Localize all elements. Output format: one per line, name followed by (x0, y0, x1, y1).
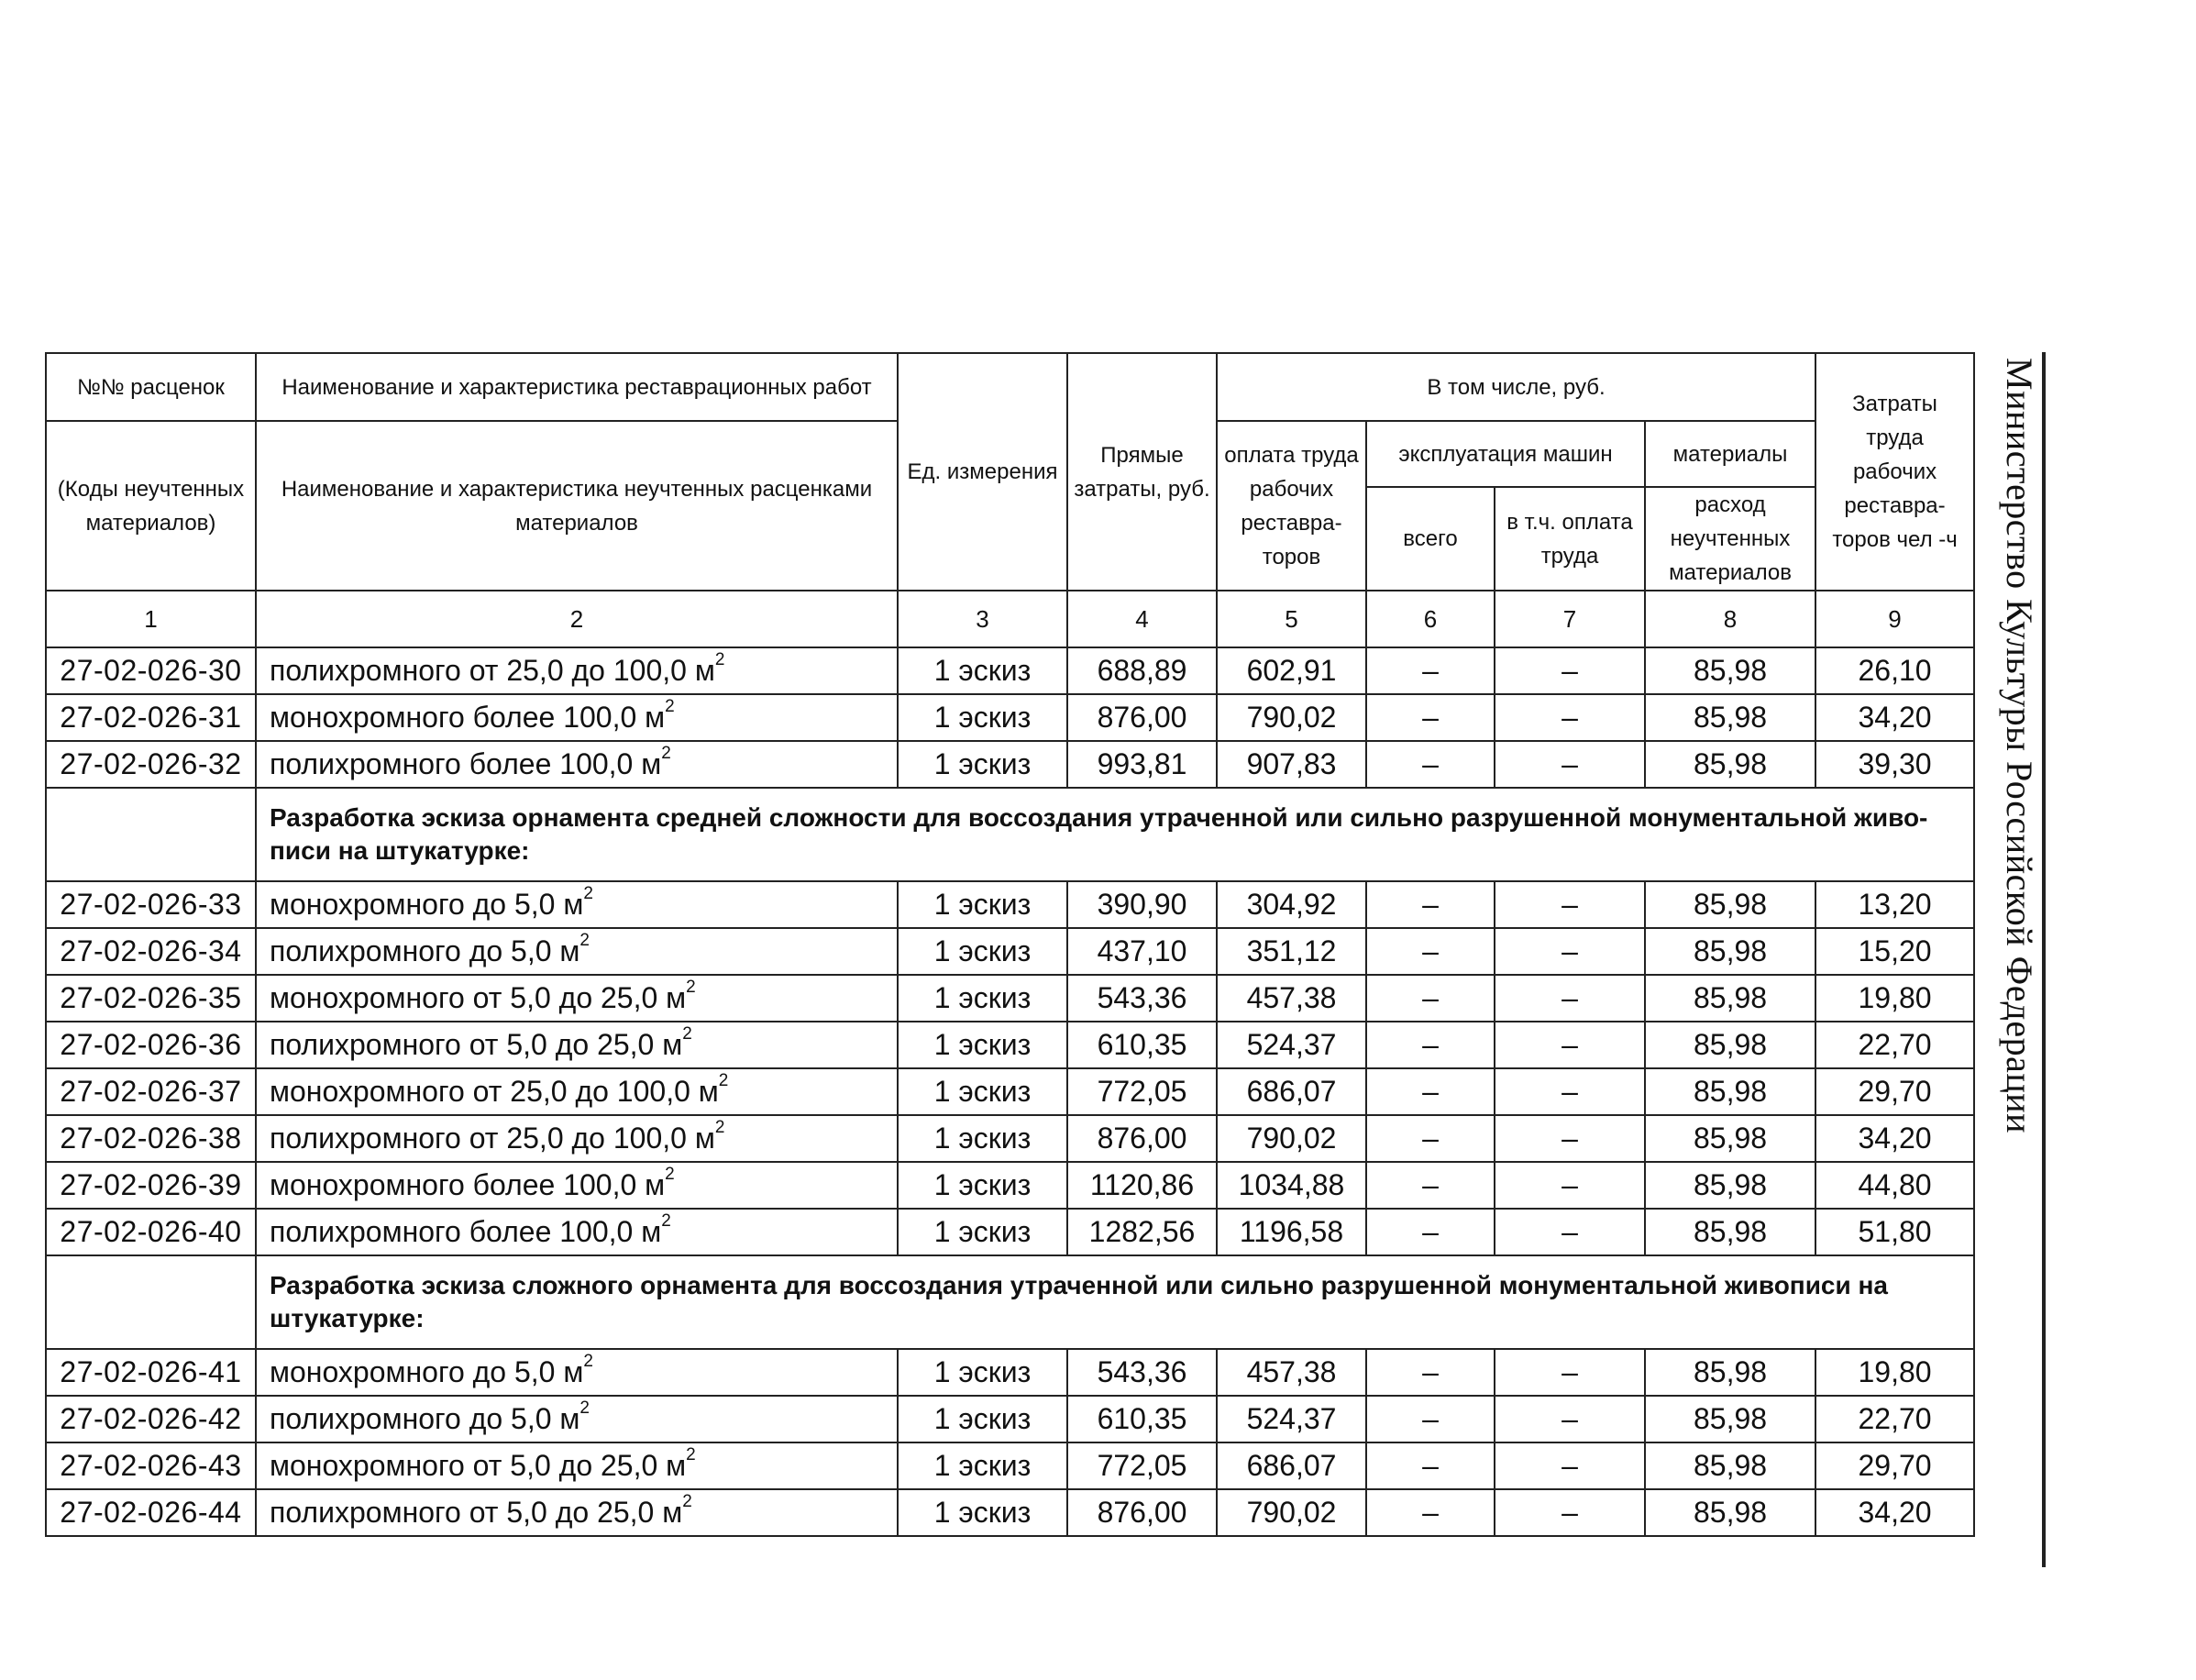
materials-cost: 85,98 (1645, 1115, 1815, 1162)
ministry-side-text: Министерство Культуры Российской Федерации (1999, 358, 2040, 1134)
machines-total: – (1366, 1209, 1495, 1255)
column-number: 5 (1217, 591, 1366, 647)
rate-code: 27-02-026-38 (46, 1115, 256, 1162)
square-superscript: 2 (661, 744, 671, 763)
labor-hours: 34,20 (1815, 1115, 1974, 1162)
labor-hours: 34,20 (1815, 1489, 1974, 1536)
square-superscript: 2 (583, 1352, 593, 1371)
machines-labor: – (1495, 881, 1645, 928)
direct-costs: 876,00 (1067, 1115, 1217, 1162)
table-row (46, 928, 1974, 975)
rate-code: 27-02-026-35 (46, 975, 256, 1022)
table-row (46, 1209, 1974, 1255)
direct-costs: 876,00 (1067, 1489, 1217, 1536)
unit: 1 эскиз (898, 694, 1067, 741)
work-name: монохромного до 5,0 $м^2$ (256, 1349, 898, 1396)
machines-total: – (1366, 1396, 1495, 1442)
square-superscript: 2 (682, 1024, 692, 1044)
section-empty-code (46, 788, 256, 881)
labor-hours: 29,70 (1815, 1068, 1974, 1115)
column-number: 8 (1645, 591, 1815, 647)
rates-table (45, 352, 1975, 1537)
machines-total: – (1366, 928, 1495, 975)
materials-cost: 85,98 (1645, 1022, 1815, 1068)
labor-pay: 907,83 (1217, 741, 1366, 788)
rate-code: 27-02-026-33 (46, 881, 256, 928)
square-superscript: 2 (583, 884, 593, 903)
table-body-group-c (46, 1349, 1974, 1536)
section-b (46, 788, 1974, 881)
work-name: полихромного до 5,0 $м^2$ (256, 1396, 898, 1442)
machines-total: – (1366, 1068, 1495, 1115)
column-number: 7 (1495, 591, 1645, 647)
work-name: полихромного от 25,0 до 100,0 $м^2$ (256, 1115, 898, 1162)
machines-total: – (1366, 975, 1495, 1022)
header-machines-group: эксплуатация машин (1366, 421, 1645, 487)
table-row (46, 1489, 1974, 1536)
work-name: монохромного от 25,0 до 100,0 $м^2$ (256, 1068, 898, 1115)
column-number: 9 (1815, 591, 1974, 647)
work-name: монохромного от 5,0 до 25,0 $м^2$ (256, 975, 898, 1022)
rate-code: 27-02-026-30 (46, 647, 256, 694)
materials-cost: 85,98 (1645, 975, 1815, 1022)
labor-pay: 790,02 (1217, 1115, 1366, 1162)
labor-hours: 44,80 (1815, 1162, 1974, 1209)
column-number: 2 (256, 591, 898, 647)
machines-labor: – (1495, 694, 1645, 741)
section-heading-row (46, 788, 1974, 881)
rate-code: 27-02-026-40 (46, 1209, 256, 1255)
square-superscript: 2 (579, 931, 590, 950)
rate-code: 27-02-026-43 (46, 1442, 256, 1489)
labor-pay: 457,38 (1217, 1349, 1366, 1396)
square-superscript: 2 (718, 1071, 729, 1090)
header-direct-costs: Прямые затраты, руб. (1067, 353, 1217, 591)
rates-table-page (45, 352, 1973, 1537)
unit: 1 эскиз (898, 1162, 1067, 1209)
table-row (46, 1115, 1974, 1162)
header-including-group: В том числе, руб. (1217, 353, 1815, 421)
unit: 1 эскиз (898, 1022, 1067, 1068)
labor-hours: 19,80 (1815, 1349, 1974, 1396)
unit: 1 эскиз (898, 1442, 1067, 1489)
section-title: Разработка эскиза сложного орнамента для воссоздания утраченной или сильно разрушенной монументальной живописи на штукатурке: (256, 1255, 1974, 1349)
direct-costs: 610,35 (1067, 1396, 1217, 1442)
square-superscript: 2 (686, 1445, 696, 1464)
rate-code: 27-02-026-41 (46, 1349, 256, 1396)
work-name: монохромного более 100,0 $м^2$ (256, 1162, 898, 1209)
header-materials-group: материалы (1645, 421, 1815, 487)
rate-code: 27-02-026-36 (46, 1022, 256, 1068)
square-superscript: 2 (714, 1118, 725, 1137)
labor-pay: 602,91 (1217, 647, 1366, 694)
header-unit: Ед. измерения (898, 353, 1067, 591)
unit: 1 эскиз (898, 1115, 1067, 1162)
header-labor-hours: Затраты труда рабочих реставраторов чел -ч (1815, 353, 1974, 591)
table-row (46, 1349, 1974, 1396)
table-row (46, 1162, 1974, 1209)
work-name: полихромного от 5,0 до 25,0 $м^2$ (256, 1489, 898, 1536)
work-name: монохромного от 5,0 до 25,0 $м^2$ (256, 1442, 898, 1489)
table-row (46, 741, 1974, 788)
materials-cost: 85,98 (1645, 1396, 1815, 1442)
materials-cost: 85,98 (1645, 694, 1815, 741)
square-superscript: 2 (579, 1398, 590, 1418)
work-name: полихромного до 5,0 $м^2$ (256, 928, 898, 975)
unit: 1 эскиз (898, 1209, 1067, 1255)
labor-pay: 1196,58 (1217, 1209, 1366, 1255)
machines-labor: – (1495, 975, 1645, 1022)
direct-costs: 390,90 (1067, 881, 1217, 928)
work-name: полихромного более 100,0 $м^2$ (256, 1209, 898, 1255)
machines-labor: – (1495, 647, 1645, 694)
labor-hours: 13,20 (1815, 881, 1974, 928)
machines-total: – (1366, 741, 1495, 788)
square-superscript: 2 (665, 697, 675, 716)
square-superscript: 2 (665, 1165, 675, 1184)
machines-labor: – (1495, 741, 1645, 788)
side-margin (1991, 352, 2046, 1567)
square-superscript: 2 (686, 978, 696, 997)
square-superscript: 2 (714, 650, 725, 669)
labor-pay: 686,07 (1217, 1442, 1366, 1489)
unit: 1 эскиз (898, 928, 1067, 975)
labor-hours: 29,70 (1815, 1442, 1974, 1489)
materials-cost: 85,98 (1645, 741, 1815, 788)
labor-pay: 524,37 (1217, 1022, 1366, 1068)
header-material-codes: (Коды неучтенных материалов) (46, 421, 256, 591)
rate-code: 27-02-026-42 (46, 1396, 256, 1442)
column-numbers-row (46, 591, 1974, 647)
header-machines-total: всего (1366, 487, 1495, 591)
work-name: полихромного от 5,0 до 25,0 $м^2$ (256, 1022, 898, 1068)
labor-pay: 686,07 (1217, 1068, 1366, 1115)
table-row (46, 975, 1974, 1022)
square-superscript: 2 (661, 1211, 671, 1231)
labor-hours: 22,70 (1815, 1022, 1974, 1068)
machines-total: – (1366, 647, 1495, 694)
unit: 1 эскиз (898, 1349, 1067, 1396)
section-empty-code (46, 1255, 256, 1349)
header-labor-pay: оплата труда рабочих реставраторов (1217, 421, 1366, 591)
direct-costs: 772,05 (1067, 1442, 1217, 1489)
machines-total: – (1366, 1442, 1495, 1489)
direct-costs: 876,00 (1067, 694, 1217, 741)
machines-labor: – (1495, 1068, 1645, 1115)
direct-costs: 543,36 (1067, 1349, 1217, 1396)
column-number: 4 (1067, 591, 1217, 647)
labor-pay: 304,92 (1217, 881, 1366, 928)
work-name: полихромного более 100,0 $м^2$ (256, 741, 898, 788)
header-work-name: Наименование и характеристика реставрационных работ (256, 353, 898, 421)
section-c (46, 1255, 1974, 1349)
table-row (46, 1068, 1974, 1115)
labor-pay: 1034,88 (1217, 1162, 1366, 1209)
labor-hours: 34,20 (1815, 694, 1974, 741)
labor-hours: 15,20 (1815, 928, 1974, 975)
machines-total: – (1366, 694, 1495, 741)
direct-costs: 1282,56 (1067, 1209, 1217, 1255)
unit: 1 эскиз (898, 647, 1067, 694)
materials-cost: 85,98 (1645, 1068, 1815, 1115)
machines-total: – (1366, 1489, 1495, 1536)
column-number: 3 (898, 591, 1067, 647)
materials-cost: 85,98 (1645, 1162, 1815, 1209)
table-row (46, 881, 1974, 928)
unit: 1 эскиз (898, 1396, 1067, 1442)
machines-total: – (1366, 1022, 1495, 1068)
header-machines-labor: в т.ч. оплата труда (1495, 487, 1645, 591)
rate-code: 27-02-026-37 (46, 1068, 256, 1115)
labor-hours: 22,70 (1815, 1396, 1974, 1442)
machines-labor: – (1495, 1489, 1645, 1536)
machines-total: – (1366, 1349, 1495, 1396)
table-body-group-a (46, 647, 1974, 788)
materials-cost: 85,98 (1645, 647, 1815, 694)
unit: 1 эскиз (898, 975, 1067, 1022)
materials-cost: 85,98 (1645, 1442, 1815, 1489)
section-heading-row (46, 1255, 1974, 1349)
work-name: монохромного до 5,0 $м^2$ (256, 881, 898, 928)
table-header (46, 353, 1974, 647)
machines-labor: – (1495, 1349, 1645, 1396)
unit: 1 эскиз (898, 1489, 1067, 1536)
unit: 1 эскиз (898, 1068, 1067, 1115)
machines-labor: – (1495, 1115, 1645, 1162)
labor-hours: 26,10 (1815, 647, 1974, 694)
column-number: 6 (1366, 591, 1495, 647)
section-title: Разработка эскиза орнамента средней сложности для воссоздания утраченной или сильно разрушенной монументальной живописи на штукатурке: (256, 788, 1974, 881)
machines-labor: – (1495, 1396, 1645, 1442)
rate-code: 27-02-026-39 (46, 1162, 256, 1209)
machines-labor: – (1495, 1022, 1645, 1068)
labor-pay: 790,02 (1217, 694, 1366, 741)
machines-labor: – (1495, 1442, 1645, 1489)
materials-cost: 85,98 (1645, 1349, 1815, 1396)
materials-cost: 85,98 (1645, 928, 1815, 975)
machines-total: – (1366, 1115, 1495, 1162)
table-row (46, 694, 1974, 741)
machines-labor: – (1495, 1209, 1645, 1255)
rate-code: 27-02-026-44 (46, 1489, 256, 1536)
unit: 1 эскиз (898, 741, 1067, 788)
square-superscript: 2 (682, 1492, 692, 1511)
labor-pay: 524,37 (1217, 1396, 1366, 1442)
machines-labor: – (1495, 928, 1645, 975)
work-name: полихромного от 25,0 до 100,0 $м^2$ (256, 647, 898, 694)
labor-hours: 51,80 (1815, 1209, 1974, 1255)
materials-cost: 85,98 (1645, 881, 1815, 928)
rate-code: 27-02-026-32 (46, 741, 256, 788)
table-row (46, 1022, 1974, 1068)
unit: 1 эскиз (898, 881, 1067, 928)
machines-labor: – (1495, 1162, 1645, 1209)
labor-pay: 351,12 (1217, 928, 1366, 975)
direct-costs: 688,89 (1067, 647, 1217, 694)
header-material-names: Наименование и характеристика неучтенных расценками материалов (256, 421, 898, 591)
work-name: монохромного более 100,0 $м^2$ (256, 694, 898, 741)
rate-code: 27-02-026-34 (46, 928, 256, 975)
direct-costs: 543,36 (1067, 975, 1217, 1022)
machines-total: – (1366, 1162, 1495, 1209)
header-unaccounted-materials: расход неучтенных материалов (1645, 487, 1815, 591)
direct-costs: 993,81 (1067, 741, 1217, 788)
column-number: 1 (46, 591, 256, 647)
direct-costs: 772,05 (1067, 1068, 1217, 1115)
materials-cost: 85,98 (1645, 1209, 1815, 1255)
direct-costs: 437,10 (1067, 928, 1217, 975)
labor-hours: 39,30 (1815, 741, 1974, 788)
labor-pay: 790,02 (1217, 1489, 1366, 1536)
header-code: №№ расценок (46, 353, 256, 421)
table-row (46, 1442, 1974, 1489)
table-row (46, 1396, 1974, 1442)
direct-costs: 610,35 (1067, 1022, 1217, 1068)
rate-code: 27-02-026-31 (46, 694, 256, 741)
direct-costs: 1120,86 (1067, 1162, 1217, 1209)
machines-total: – (1366, 881, 1495, 928)
table-body-group-b (46, 881, 1974, 1255)
table-row (46, 647, 1974, 694)
materials-cost: 85,98 (1645, 1489, 1815, 1536)
labor-hours: 19,80 (1815, 975, 1974, 1022)
labor-pay: 457,38 (1217, 975, 1366, 1022)
